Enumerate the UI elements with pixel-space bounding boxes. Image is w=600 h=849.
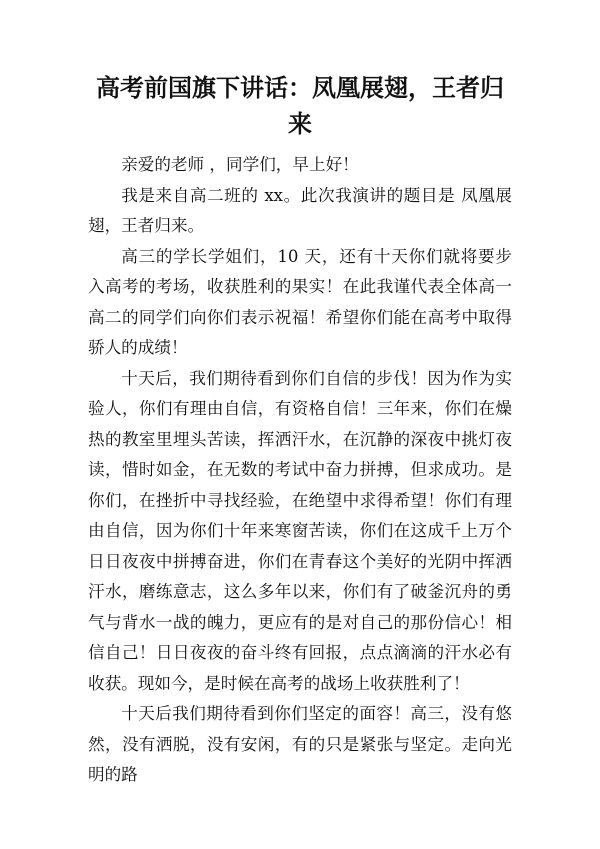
- paragraph-blessing: 高三的学长学姐们，10 天，还有十天你们就将要步入高考的考场，收获胜利的果实！在此我谨代表全体高一高二的同学们向你们表示祝福！希望你们能在高考中取得骄人的成绩！: [88, 246, 512, 357]
- paragraph-determination: 十天后我们期待看到你们坚定的面容！高三，没有悠然，没有洒脱，没有安闲，有的只是紧张与坚定。走向光明的路: [88, 704, 512, 784]
- paragraph-greeting: 亲爱的老师 ，同学们，早上好！: [121, 155, 359, 174]
- paragraph-introduction: 我是来自高二班的 xx。此次我演讲的题目是 凤凰展翅，王者归来。: [88, 185, 512, 235]
- document-body: [88, 150, 512, 791]
- document-title: 高考前国旗下讲话：凤凰展翅，王者归来: [96, 73, 504, 138]
- paragraph-confidence: 十天后，我们期待看到你们自信的步伐！因为作为实验人，你们有理由自信，有资格自信！三年来，你们在燥热的教室里埋头苦读，挥洒汗水，在沉静的深夜中挑灯夜读，惜时如金，在无数的考试中奋力拼搏，但求成功。是你们，在挫折中寻找经验，在绝望中求得希望！你们有理由自信，因为你们十年来寒窗苦读，你们在这成千上万个日日夜夜中拼搏奋进，你们在青春这个美好的光阴中挥洒汗水，磨练意志，这么多年以来，你们有了破釜沉舟的勇气与背水一战的魄力，更应有的是对自己的那份信心！相信自己！日日夜夜的奋斗终有回报，点点滴滴的汗水必有收获。现如今，是时候在高考的战场上收获胜利了！: [88, 368, 512, 693]
